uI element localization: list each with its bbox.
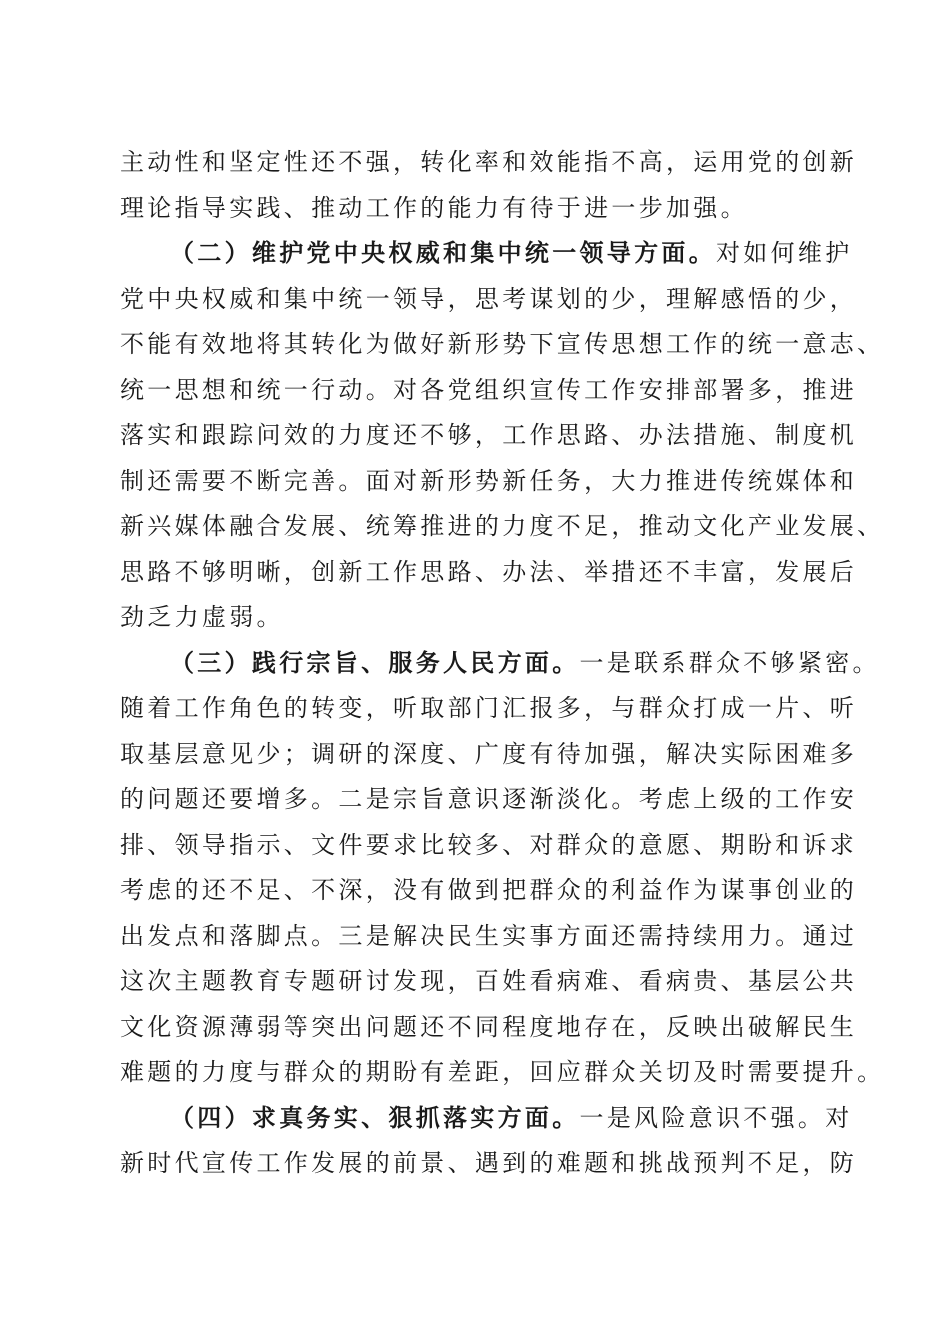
- section-heading: （四）求真务实、狠抓落实方面。: [170, 1103, 580, 1132]
- text-line: 文化资源薄弱等突出问题还不同程度地存在，反映出破解民生: [120, 1013, 858, 1041]
- text-line: 难题的力度与群众的期盼有差距，回应群众关切及时需要提升。: [120, 1058, 885, 1086]
- text-line: 思路不够明晰，创新工作思路、办法、举措还不丰富，发展后: [120, 558, 858, 586]
- text-line: 劲乏力虚弱。: [120, 603, 284, 631]
- text-line: 不能有效地将其转化为做好新形势下宣传思想工作的统一意志、: [120, 330, 885, 358]
- section-3-first-line: [170, 648, 880, 678]
- section-2-first-line: [170, 238, 853, 268]
- text-line: 考虑的还不足、不深，没有做到把群众的利益作为谋事创业的: [120, 876, 858, 904]
- section-4-first-line: [170, 1103, 853, 1133]
- text-line: 落实和跟踪问效的力度还不够，工作思路、办法措施、制度机: [120, 421, 858, 449]
- text-line: 新兴媒体融合发展、统筹推进的力度不足，推动文化产业发展、: [120, 512, 885, 540]
- text-line: 排、领导指示、文件要求比较多、对群众的意愿、期盼和诉求: [120, 831, 858, 859]
- text-line: 这次主题教育专题研讨发现，百姓看病难、看病贵、基层公共: [120, 967, 858, 995]
- text-line: 一是联系群众不够紧密。: [579, 649, 880, 677]
- text-line: 统一思想和统一行动。对各党组织宣传工作安排部署多，推进: [120, 376, 858, 404]
- text-line: 一是风险意识不强。对: [579, 1104, 853, 1132]
- text-line: 制还需要不断完善。面对新形势新任务，大力推进传统媒体和: [120, 467, 858, 495]
- section-heading: （二）维护党中央权威和集中统一领导方面。: [170, 238, 716, 267]
- text-line: 随着工作角色的转变，听取部门汇报多，与群众打成一片、听: [120, 694, 858, 722]
- text-line: 理论指导实践、推动工作的能力有待于进一步加强。: [120, 194, 748, 222]
- text-line: 新时代宣传工作发展的前景、遇到的难题和挑战预判不足，防: [120, 1149, 858, 1177]
- section-heading: （三）践行宗旨、服务人民方面。: [170, 648, 580, 677]
- text-line: 出发点和落脚点。三是解决民生实事方面还需持续用力。通过: [120, 922, 858, 950]
- text-line: 对如何维护: [716, 239, 853, 267]
- text-line: 主动性和坚定性还不强，转化率和效能指不高，运用党的创新: [120, 148, 858, 176]
- text-line: 的问题还要增多。二是宗旨意识逐渐淡化。考虑上级的工作安: [120, 785, 858, 813]
- text-line: 取基层意见少；调研的深度、广度有待加强，解决实际困难多: [120, 740, 858, 768]
- text-line: 党中央权威和集中统一领导，思考谋划的少，理解感悟的少，: [120, 285, 858, 313]
